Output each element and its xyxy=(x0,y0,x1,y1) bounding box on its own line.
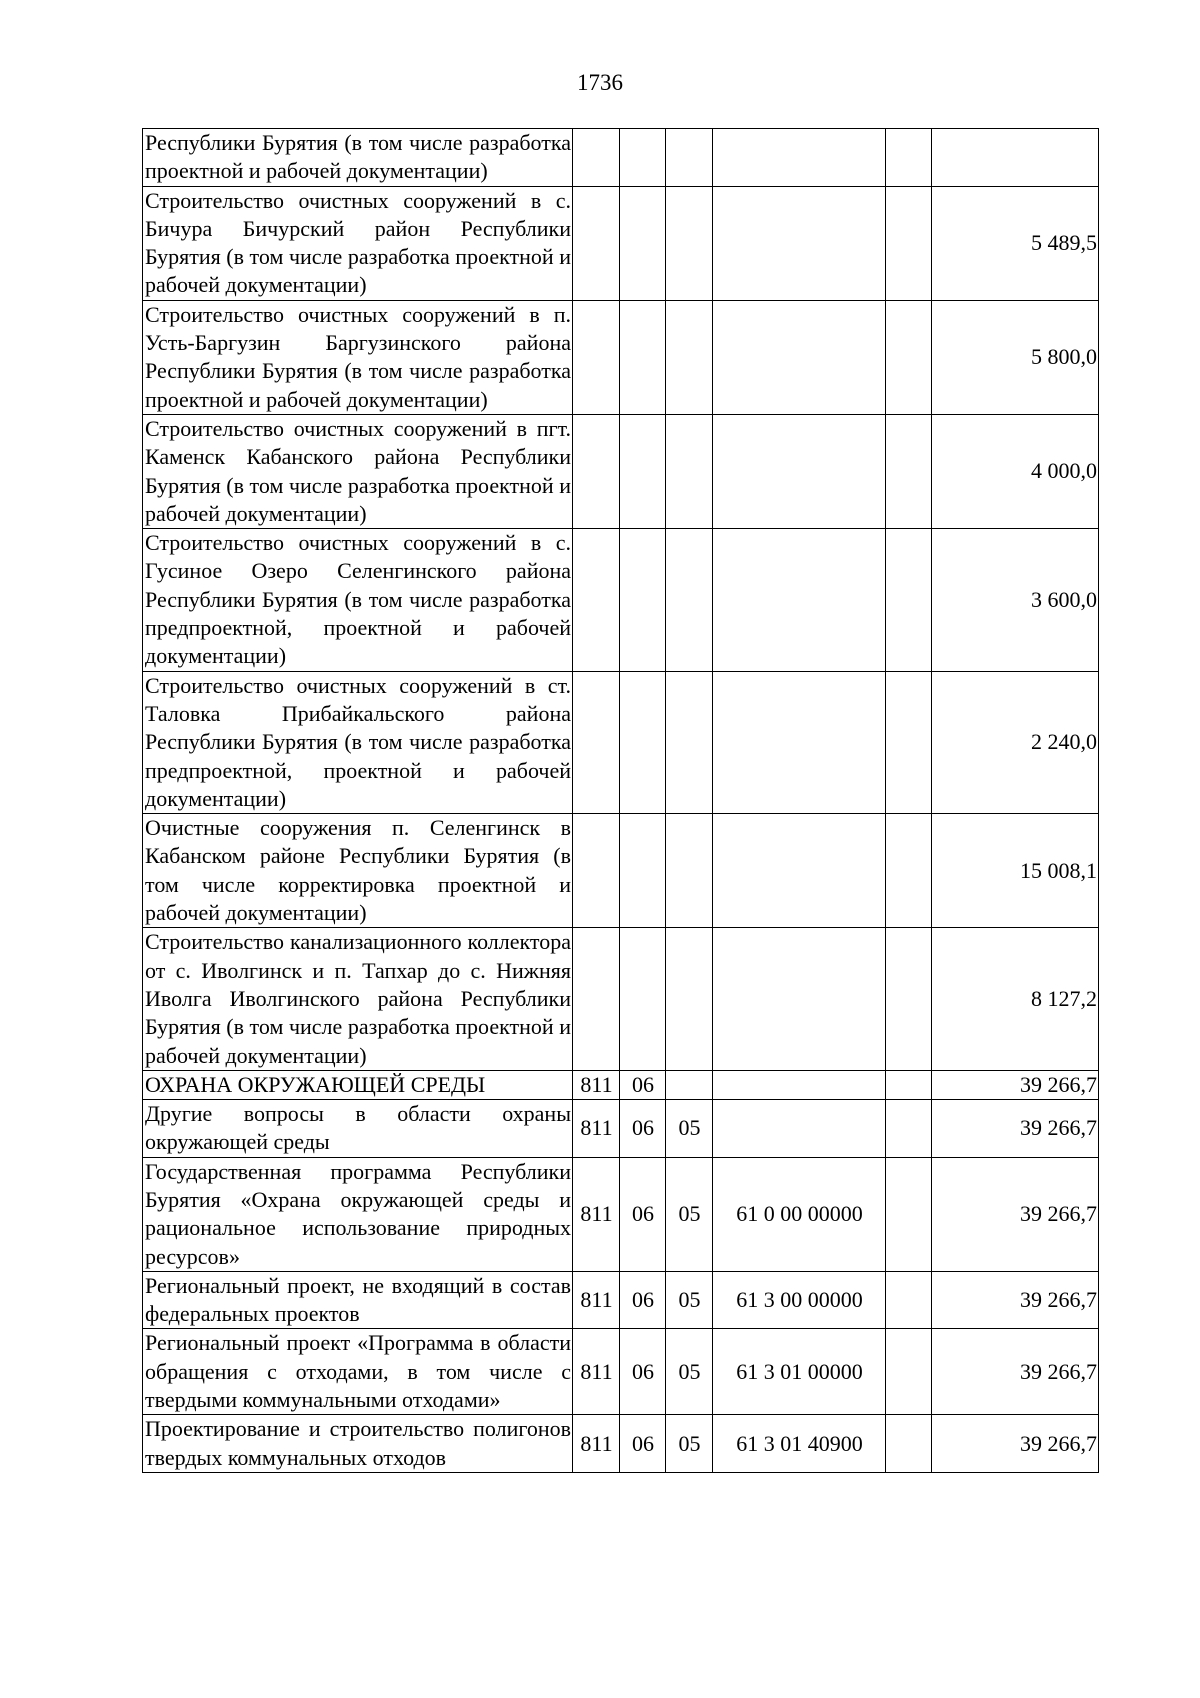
row-pr-cell: 05 xyxy=(666,1329,713,1415)
row-sum-cell: 4 000,0 xyxy=(932,414,1099,528)
row-cs-cell xyxy=(713,300,886,414)
row-name-cell: Строительство очистных сооружений в пгт. Каменск Кабанского района Республики Бурятия (в том числе разработка проектной и рабочей документации) xyxy=(143,414,573,528)
row-sum-cell: 39 266,7 xyxy=(932,1157,1099,1271)
row-vr-cell xyxy=(886,814,932,928)
row-cs-cell xyxy=(713,529,886,671)
row-pr-cell xyxy=(666,300,713,414)
row-sum-cell: 15 008,1 xyxy=(932,814,1099,928)
row-cs-cell xyxy=(713,414,886,528)
row-cs-cell: 61 3 01 00000 xyxy=(713,1329,886,1415)
table-row xyxy=(143,1415,1099,1473)
table-row xyxy=(143,414,1099,528)
row-name-cell: Государственная программа Республики Бурятия «Охрана окружающей среды и рациональное использование природных ресурсов» xyxy=(143,1157,573,1271)
row-rz-cell xyxy=(620,129,666,187)
row-pr-cell: 05 xyxy=(666,1157,713,1271)
row-name-cell: Региональный проект, не входящий в состав федеральных проектов xyxy=(143,1271,573,1329)
row-name-cell: Строительство очистных сооружений в с. Бичура Бичурский район Республики Бурятия (в том числе разработка проектной и рабочей документации) xyxy=(143,186,573,300)
row-rz-cell: 06 xyxy=(620,1100,666,1158)
row-sum-cell: 8 127,2 xyxy=(932,928,1099,1070)
row-rz-cell: 06 xyxy=(620,1329,666,1415)
row-vr-cell xyxy=(886,1415,932,1473)
table-row xyxy=(143,300,1099,414)
row-vr-cell xyxy=(886,1070,932,1099)
row-pr-cell xyxy=(666,1070,713,1099)
table-row xyxy=(143,1157,1099,1271)
row-pr-cell: 05 xyxy=(666,1415,713,1473)
row-name-cell: Строительство канализационного коллектора от с. Иволгинск и п. Тапхар до с. Нижняя Иволга Иволгинского района Республики Бурятия (в том числе разработка проектной и рабочей документации) xyxy=(143,928,573,1070)
row-gr-cell xyxy=(573,414,620,528)
row-cs-cell: 61 3 00 00000 xyxy=(713,1271,886,1329)
row-name-cell: Строительство очистных сооружений в п. Усть-Баргузин Баргузинского района Республики Бурятия (в том числе разработка проектной и рабочей документации) xyxy=(143,300,573,414)
row-rz-cell xyxy=(620,928,666,1070)
row-vr-cell xyxy=(886,1271,932,1329)
row-name-cell: Республики Бурятия (в том числе разработка проектной и рабочей документации) xyxy=(143,129,573,187)
row-vr-cell xyxy=(886,1100,932,1158)
row-sum-cell: 3 600,0 xyxy=(932,529,1099,671)
row-vr-cell xyxy=(886,129,932,187)
row-vr-cell xyxy=(886,928,932,1070)
row-name-cell: Строительство очистных сооружений в ст. Таловка Прибайкальского района Республики Бурятия (в том числе разработка предпроектной, проектной и рабочей документации) xyxy=(143,671,573,813)
table-row xyxy=(143,928,1099,1070)
row-sum-cell: 39 266,7 xyxy=(932,1329,1099,1415)
table-row xyxy=(143,814,1099,928)
row-name-cell: Строительство очистных сооружений в с. Гусиное Озеро Селенгинского района Республики Бурятия (в том числе разработка предпроектной, проектной и рабочей документации) xyxy=(143,529,573,671)
table-row xyxy=(143,1070,1099,1099)
table-row xyxy=(143,671,1099,813)
row-cs-cell xyxy=(713,1070,886,1099)
row-pr-cell xyxy=(666,414,713,528)
row-rz-cell: 06 xyxy=(620,1157,666,1271)
row-pr-cell xyxy=(666,928,713,1070)
row-vr-cell xyxy=(886,1329,932,1415)
row-gr-cell xyxy=(573,928,620,1070)
row-rz-cell: 06 xyxy=(620,1415,666,1473)
row-vr-cell xyxy=(886,671,932,813)
row-pr-cell xyxy=(666,529,713,671)
row-cs-cell xyxy=(713,814,886,928)
row-sum-cell xyxy=(932,129,1099,187)
row-sum-cell: 39 266,7 xyxy=(932,1415,1099,1473)
row-cs-cell: 61 0 00 00000 xyxy=(713,1157,886,1271)
table-row xyxy=(143,529,1099,671)
row-pr-cell xyxy=(666,671,713,813)
row-gr-cell xyxy=(573,814,620,928)
row-vr-cell xyxy=(886,1157,932,1271)
table-row xyxy=(143,129,1099,187)
row-gr-cell xyxy=(573,671,620,813)
row-cs-cell xyxy=(713,1100,886,1158)
row-gr-cell xyxy=(573,186,620,300)
row-pr-cell xyxy=(666,129,713,187)
row-rz-cell: 06 xyxy=(620,1271,666,1329)
row-gr-cell xyxy=(573,529,620,671)
row-pr-cell: 05 xyxy=(666,1271,713,1329)
row-name-cell: Очистные сооружения п. Селенгинск в Кабанском районе Республики Бурятия (в том числе корректировка проектной и рабочей документации) xyxy=(143,814,573,928)
row-gr-cell: 811 xyxy=(573,1157,620,1271)
row-sum-cell: 39 266,7 xyxy=(932,1100,1099,1158)
row-cs-cell xyxy=(713,671,886,813)
row-sum-cell: 5 489,5 xyxy=(932,186,1099,300)
row-cs-cell xyxy=(713,928,886,1070)
budget-table-body xyxy=(143,129,1099,1473)
row-gr-cell xyxy=(573,129,620,187)
row-name-cell: Региональный проект «Программа в области обращения с отходами, в том числе с твердыми коммунальными отходами» xyxy=(143,1329,573,1415)
row-vr-cell xyxy=(886,300,932,414)
row-gr-cell: 811 xyxy=(573,1070,620,1099)
row-sum-cell: 5 800,0 xyxy=(932,300,1099,414)
row-vr-cell xyxy=(886,414,932,528)
row-cs-cell: 61 3 01 40900 xyxy=(713,1415,886,1473)
row-gr-cell: 811 xyxy=(573,1329,620,1415)
table-row xyxy=(143,1100,1099,1158)
row-rz-cell: 06 xyxy=(620,1070,666,1099)
row-cs-cell xyxy=(713,129,886,187)
row-gr-cell: 811 xyxy=(573,1271,620,1329)
row-rz-cell xyxy=(620,186,666,300)
row-vr-cell xyxy=(886,186,932,300)
row-pr-cell: 05 xyxy=(666,1100,713,1158)
row-pr-cell xyxy=(666,186,713,300)
page-number: 1736 xyxy=(577,70,623,95)
row-gr-cell: 811 xyxy=(573,1100,620,1158)
row-rz-cell xyxy=(620,814,666,928)
row-name-cell: Проектирование и строительство полигонов твердых коммунальных отходов xyxy=(143,1415,573,1473)
table-row xyxy=(143,1271,1099,1329)
row-cs-cell xyxy=(713,186,886,300)
row-sum-cell: 2 240,0 xyxy=(932,671,1099,813)
table-row xyxy=(143,1329,1099,1415)
row-pr-cell xyxy=(666,814,713,928)
row-rz-cell xyxy=(620,529,666,671)
row-vr-cell xyxy=(886,529,932,671)
row-name-cell: ОХРАНА ОКРУЖАЮЩЕЙ СРЕДЫ xyxy=(143,1070,573,1099)
row-gr-cell: 811 xyxy=(573,1415,620,1473)
row-sum-cell: 39 266,7 xyxy=(932,1070,1099,1099)
budget-table xyxy=(142,128,1099,1473)
row-gr-cell xyxy=(573,300,620,414)
table-row xyxy=(143,186,1099,300)
row-rz-cell xyxy=(620,671,666,813)
row-name-cell: Другие вопросы в области охраны окружающей среды xyxy=(143,1100,573,1158)
row-sum-cell: 39 266,7 xyxy=(932,1271,1099,1329)
row-rz-cell xyxy=(620,414,666,528)
row-rz-cell xyxy=(620,300,666,414)
